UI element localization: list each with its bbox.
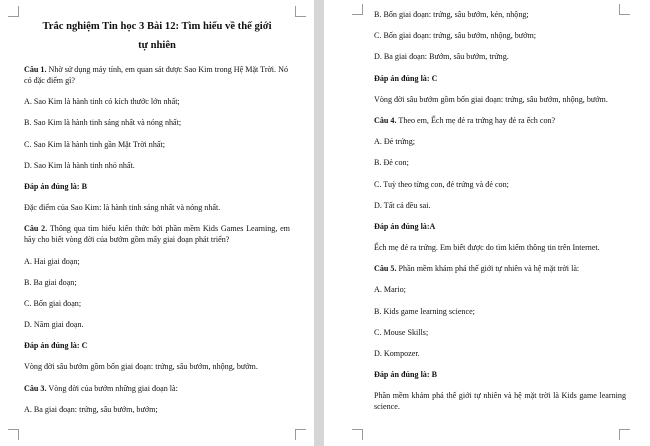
option: B. Sao Kim là hành tinh sáng nhất và nóng nhất; [24, 118, 182, 128]
question-number: Câu 4. [374, 115, 397, 125]
answer-line: Đáp án đúng là: C [24, 341, 88, 351]
title-line: tự nhiên [138, 40, 176, 51]
option: C. Mouse Skills; [374, 327, 429, 337]
option: C. Bốn giai đoạn: trứng, sâu bướm, nhộng, bướm; [374, 31, 537, 41]
option: A. Ba giai đoạn: trứng, sâu bướm, bướm; [24, 404, 158, 414]
option: C. Sao Kim là hành tinh gần Mặt Trời nhất; [24, 139, 165, 149]
question-4 [374, 115, 626, 126]
question-number: Câu 5. [374, 264, 397, 274]
option: A. Đẻ trứng; [374, 137, 416, 147]
option: B. Đẻ con; [374, 158, 409, 168]
explanation: Vòng đời sâu bướm gồm bốn giai đoạn: trứng, sâu bướm, nhộng, bướm. [374, 94, 608, 104]
crop-mark [352, 429, 363, 440]
option: A. Hai giai đoạn; [24, 256, 80, 266]
page-content [374, 9, 626, 423]
question-5 [374, 263, 626, 274]
option: B. Kids game learning science; [374, 306, 475, 316]
explanation: Đặc điểm của Sao Kim: là hành tinh sáng nhất và nóng nhất. [24, 203, 221, 213]
option: D. Sao Kim là hành tinh nhỏ nhất. [24, 160, 135, 170]
option: B. Bốn giai đoạn: trứng, sâu bướm, kén, nhộng; [374, 10, 529, 19]
explanation: Vòng đời sâu bướm gồm bốn giai đoạn: trứng, sâu bướm, nhộng, bướm. [24, 362, 258, 372]
question-1 [24, 64, 290, 86]
option: D. Tất cả đều sai. [374, 200, 431, 210]
option: A. Mario; [374, 285, 406, 295]
question-number: Câu 1. [24, 65, 47, 74]
option: C. Bốn giai đoạn; [24, 298, 82, 308]
document-page-right [324, 0, 650, 446]
question-text: Thông qua tìm hiểu kiến thức bởi phần mềm Kids Games Learning, em hãy cho biết vòng đời của bướm gồm mấy giai đoạn phát triển? [24, 224, 290, 245]
crop-mark [295, 429, 306, 440]
question-number: Câu 2. [24, 224, 48, 234]
answer-line: Đáp án đúng là:A [374, 221, 436, 231]
crop-mark [352, 4, 363, 15]
question-3 [24, 383, 290, 394]
option: D. Ba giai đoạn: Bướm, sâu bướm, trứng. [374, 52, 509, 62]
explanation: Phần mềm khám phá thế giới tự nhiên và hệ mặt trời là Kids game learning science. [374, 391, 626, 412]
question-text: Theo em, Ếch mẹ đẻ ra trứng hay đẻ ra ếch con? [398, 115, 556, 125]
question-text: Vòng đời của bướm những giai đoạn là: [48, 383, 178, 393]
title-line: Trắc nghiệm Tin học 3 Bài 12: Tìm hiểu về thế giới [42, 21, 272, 32]
question-text: Nhờ sử dụng máy tính, em quan sát được Sao Kim trong Hệ Mặt Trời. Nó có đặc điểm gì? [24, 65, 288, 85]
answer-line: Đáp án đúng là: B [24, 181, 87, 191]
question-text: Phần mềm khám phá thế giới tự nhiên và hệ mặt trời là: [398, 264, 580, 274]
answer-line: Đáp án đúng là: B [374, 370, 437, 380]
explanation: Ếch mẹ đẻ ra trứng. Em biết được do tìm kiếm thông tin trên Internet. [374, 243, 600, 253]
option: D. Kompozer. [374, 349, 420, 358]
document-page-left [0, 0, 314, 446]
option: D. Năm giai đoạn. [24, 320, 84, 330]
option: A. Sao Kim là hành tinh có kích thước lớn nhất; [24, 97, 180, 107]
answer-line: Đáp án đúng là: C [374, 73, 438, 83]
document-title [24, 17, 290, 55]
page-content [24, 17, 290, 425]
question-2 [24, 223, 290, 245]
crop-mark [295, 6, 306, 17]
crop-mark [619, 429, 630, 440]
question-number: Câu 3. [24, 383, 47, 393]
option: B. Ba giai đoạn; [24, 277, 77, 287]
crop-mark [8, 6, 19, 17]
option: C. Tuỳ theo từng con, đẻ trứng và đẻ con; [374, 179, 509, 189]
crop-mark [8, 429, 19, 440]
